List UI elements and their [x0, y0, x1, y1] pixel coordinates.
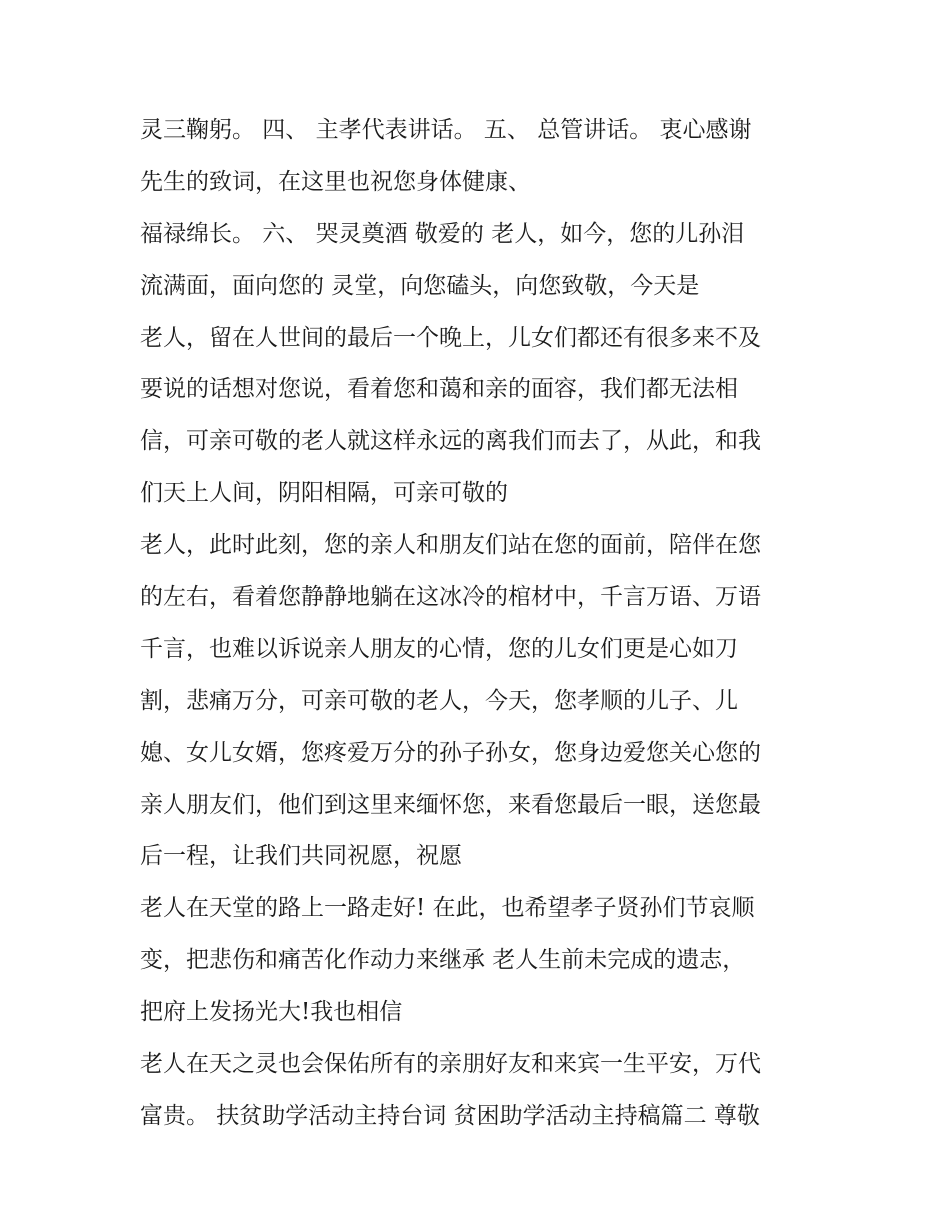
text-line: 先生的致词，在这里也祝您身体健康、	[140, 168, 531, 195]
text-line: 老人在天之灵也会保佑所有的亲朋好友和来宾一生平安，万代	[140, 1051, 761, 1078]
text-line: 割，悲痛万分，可亲可敬的老人，今天，您孝顺的儿子、儿	[140, 687, 738, 714]
text-line: 老人，此时此刻，您的亲人和朋友们站在您的面前，陪伴在您	[140, 532, 761, 559]
text-line: 媳、女儿女婿，您疼爱万分的孙子孙女，您身边爱您关心您的	[140, 739, 761, 766]
text-line: 要说的话想对您说，看着您和蔼和亲的面容，我们都无法相	[140, 376, 738, 403]
text-line: 老人在天堂的路上一路走好! 在此，也希望孝子贤孙们节哀顺	[140, 895, 755, 922]
text-line: 们天上人间，阴阳相隔，可亲可敬的	[140, 480, 508, 507]
text-line: 把府上发扬光大!我也相信	[140, 999, 403, 1026]
text-line: 信，可亲可敬的老人就这样永远的离我们而去了，从此，和我	[140, 428, 761, 455]
text-line: 福禄绵长。 六、 哭灵奠酒 敬爱的 老人，如今，您的儿孙泪	[140, 220, 745, 247]
text-line: 富贵。 扶贫助学活动主持台词 贫困助学活动主持稿篇二 尊敬	[140, 1102, 760, 1129]
text-line: 千言，也难以诉说亲人朋友的心情，您的儿女们更是心如刀	[140, 635, 738, 662]
text-line: 老人，留在人世间的最后一个晚上，儿女们都还有很多来不及	[140, 324, 761, 351]
text-line: 后一程，让我们共同祝愿，祝愿	[140, 843, 462, 870]
text-line: 亲人朋友们，他们到这里来缅怀您，来看您最后一眼，送您最	[140, 791, 761, 818]
text-line: 流满面，面向您的 灵堂，向您磕头，向您致敬，今天是	[140, 272, 700, 299]
body-text	[140, 111, 830, 1149]
text-line: 灵三鞠躬。 四、 主孝代表讲话。 五、 总管讲话。 衷心感谢	[140, 117, 752, 143]
text-line: 的左右，看着您静静地躺在这冰冷的棺材中，千言万语、万语	[140, 584, 761, 611]
text-line: 变，把悲伤和痛苦化作动力来继承 老人生前未完成的遗志，	[140, 947, 746, 974]
